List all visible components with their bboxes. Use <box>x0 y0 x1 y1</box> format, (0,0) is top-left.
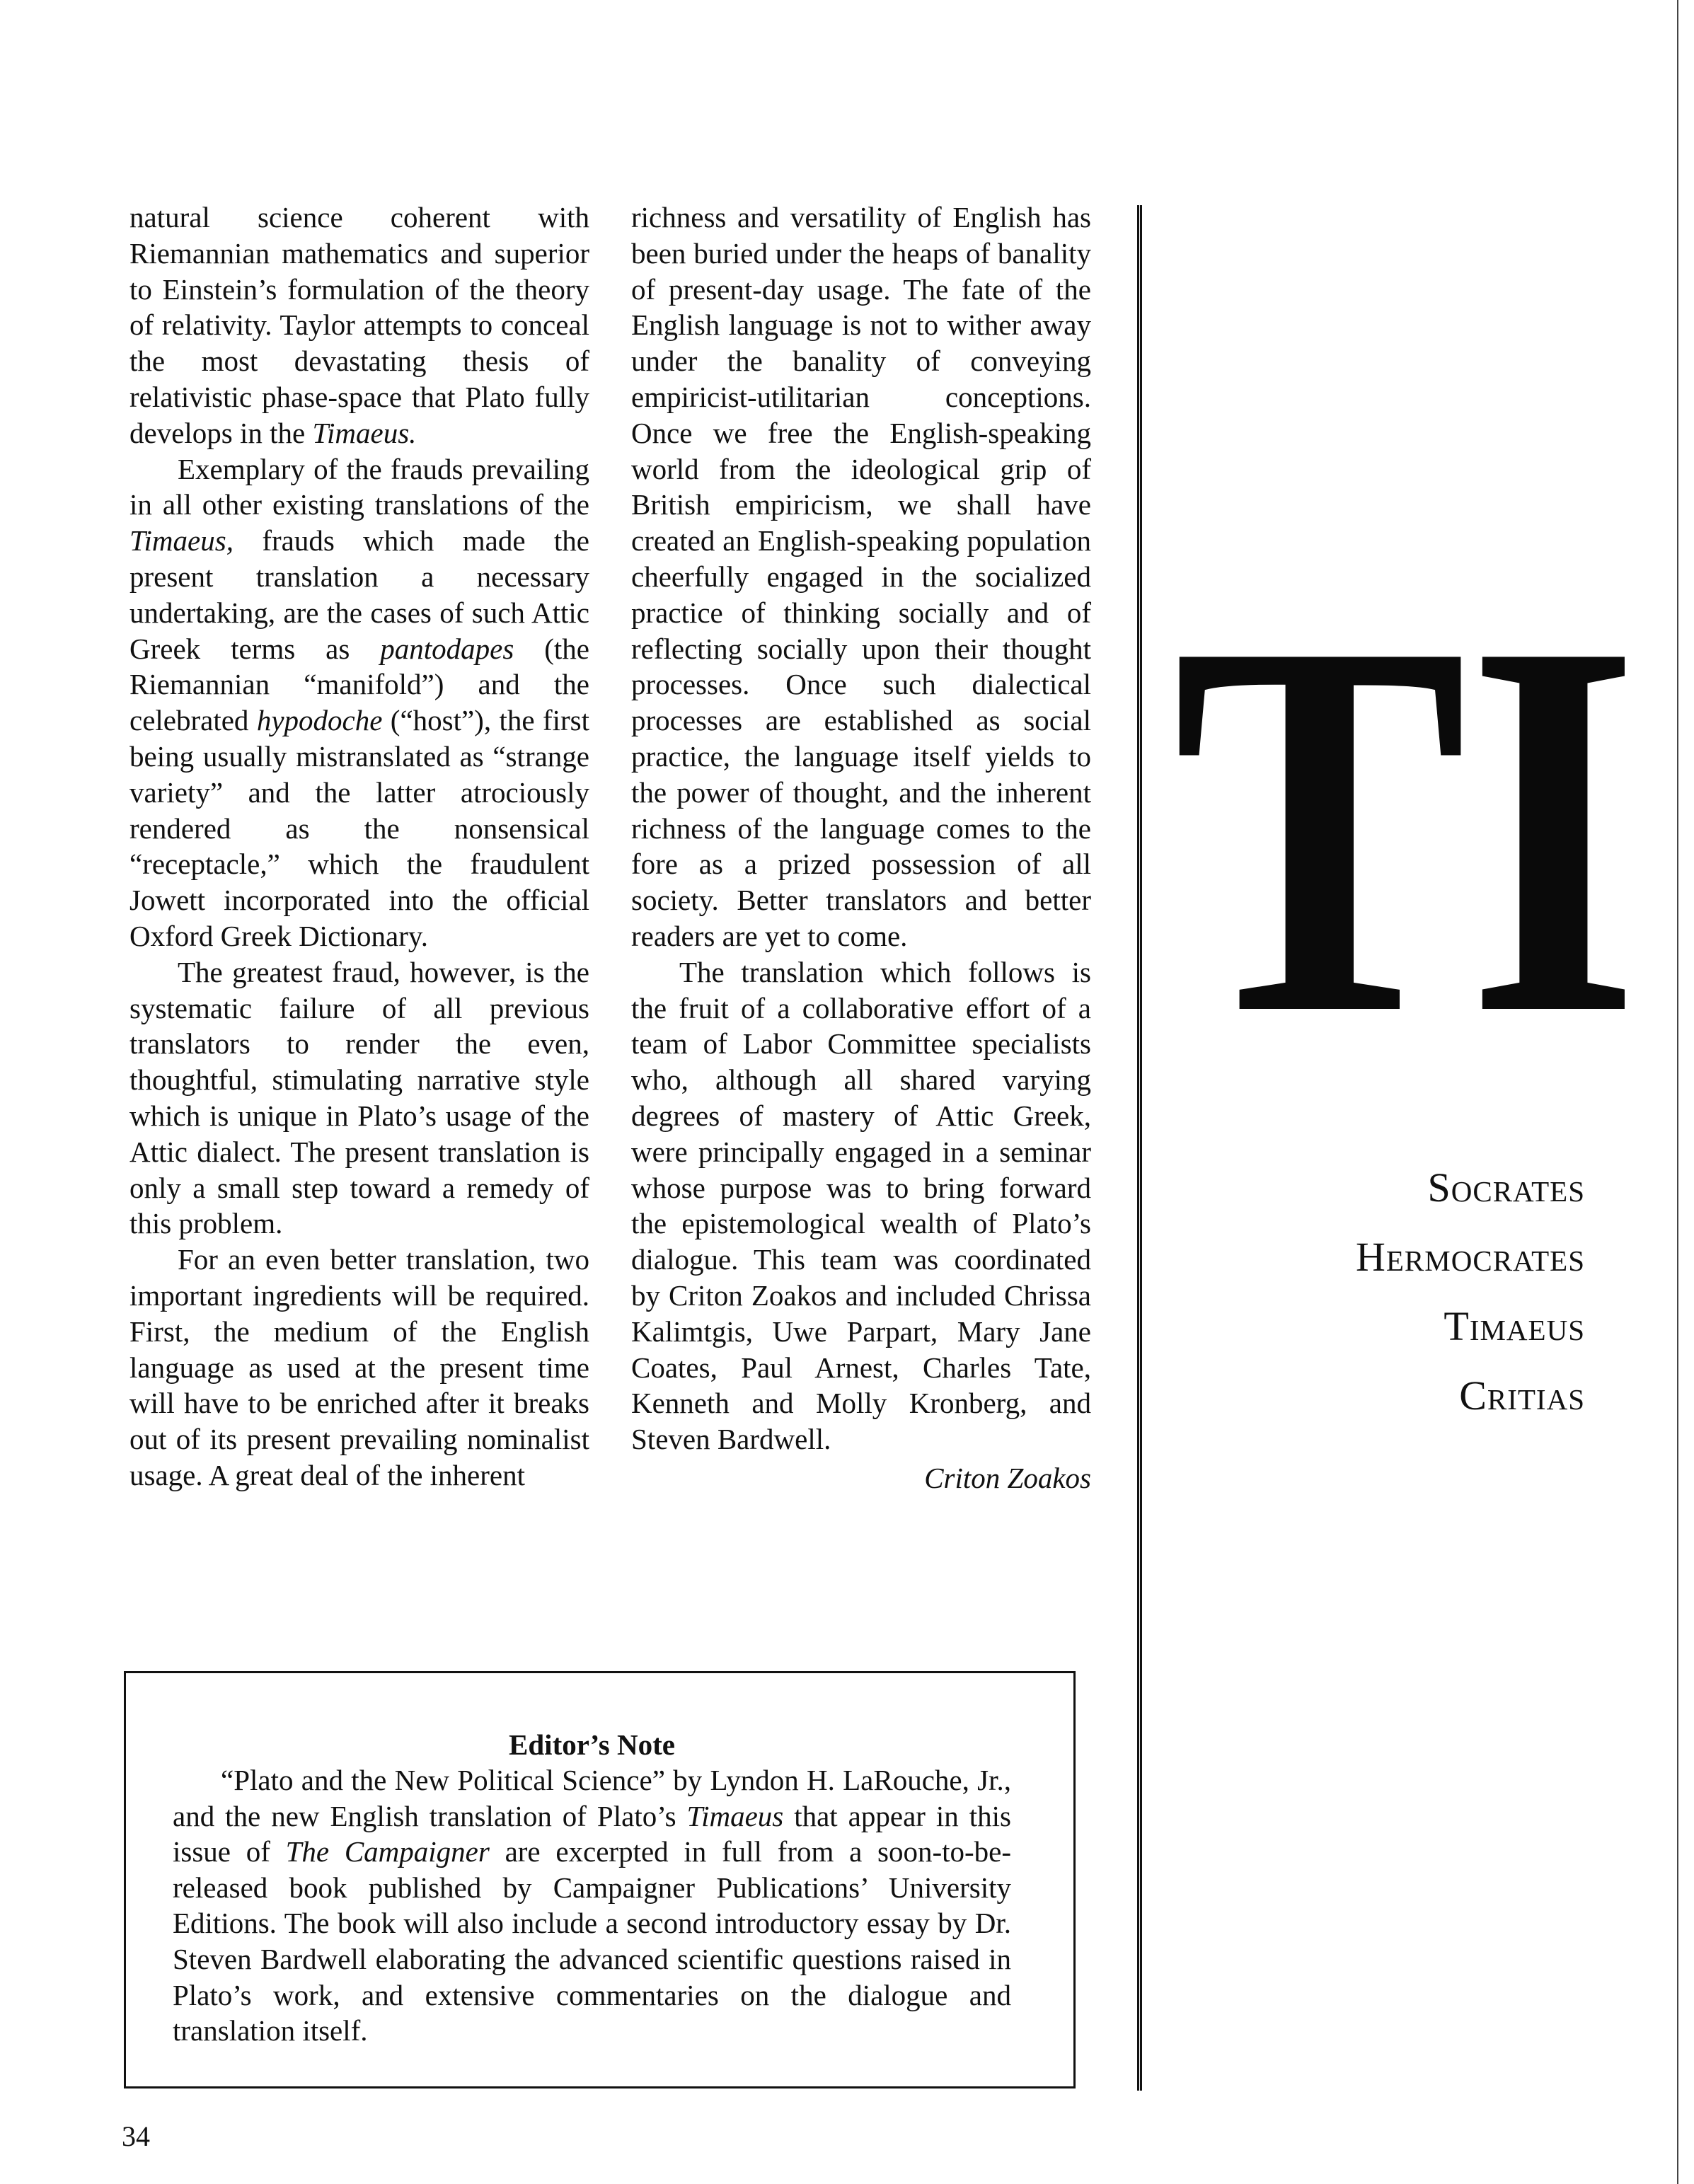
speaker-hermocrates: Hermocrates <box>1356 1234 1585 1280</box>
italic-term: The Campaigner <box>285 1835 490 1868</box>
speaker-list <box>1189 1153 1585 1431</box>
speaker-critias: Critias <box>1459 1373 1585 1419</box>
page-edge-line <box>1677 0 1678 2184</box>
editors-note-body: “Plato and the New Political Science” by Lyndon H. LaRouche, Jr., and the new English translation of Plato’s Timaeus that appear in this issue of The Campaigner are excerpted in full from a soon-to-be-released book published by Campaigner Publications’ University Editions. The book will also include a second introductory essay by Dr. Steven Bardwell elaborating the advanced scientific questions raised in Plato’s work, and extensive commentaries on the dialogue and translation itself. <box>173 1764 1012 2047</box>
title-initials <box>1169 531 1643 1126</box>
speaker-socrates: Socrates <box>1427 1165 1585 1211</box>
paragraph: For an even better translation, two important ingredients will be required. First, the medium of the English language as used at the present time will have to be enriched after it breaks out of its present prevailing nominalist usage. A great deal of the inherent <box>129 1243 589 1491</box>
paragraph: The translation which follows is the fruit of a collaborative effort of a team of Labor Committee specialists who, although all shared varying degrees of mastery of Attic Greek, were principally engaged in a seminar whose purpose was to bring forward the epistemological wealth of Plato’s dialogue. This team was coordinated by Criton Zoakos and included Chrissa Kalimtgis, Uwe Parpart, Mary Jane Coates, Paul Arnest, Charles Tate, Kenneth and Molly Kronberg, and Steven Bardwell. <box>631 955 1091 1456</box>
speaker-timaeus: Timaeus <box>1444 1303 1585 1349</box>
text-column-left <box>129 200 589 1493</box>
editors-note-title: Editor’s Note <box>509 1728 675 1761</box>
page-number: 34 <box>122 2120 150 2152</box>
editors-note-box <box>124 1671 1076 2088</box>
paragraph: richness and versatility of English has been buried under the heaps of banality of present-day usage. The fate of the English language is not to wither away under the banality of conveying empiricist-utilitarian conceptions. Once we free the English-speaking world from the ideological grip of British empiricism, we shall have created an English-speaking population cheerfully engaged in the socialized practice of thinking socially and of reflecting socially upon their thought processes. Once such dialectical processes are established as social practice, the language itself yields to the power of thought, and the inherent richness of the language comes to the fore as a prized possession of all society. Better translators and better readers are yet to come. <box>631 201 1091 952</box>
title-initials-text: TI <box>1172 531 1640 1126</box>
italic-term: hypodoche <box>256 704 383 737</box>
paragraph: The greatest fraud, however, is the systematic failure of all previous translators to render the even, thoughtful, stimulating narrative style which is unique in Plato’s usage of the Attic dialect. The present translation is only a small step toward a remedy of this problem. <box>129 955 589 1240</box>
italic-term: Timaeus, <box>129 524 234 557</box>
double-vertical-rule <box>1137 205 1142 2091</box>
text-column-middle <box>631 200 1091 1496</box>
italic-term: Timaeus. <box>312 416 417 449</box>
paragraph: Exemplary of the frauds prevailing in all other existing translations of the Timaeus, frauds which made the present translation a necessary undertaking, are the cases of such Attic Greek terms as pantodapes (the Riemannian “manifold”) and the celebrated hypodoche (“host”), the first being usually mistranslated as “strange variety” and the latter atrociously rendered as the nonsensical “receptacle,” which the fraudulent Jowett incorporated into the official Oxford Greek Dictionary. <box>129 452 589 952</box>
paragraph: natural science coherent with Riemannian mathematics and superior to Einstein’s formulation of the theory of relativity. Taylor attempts to conceal the most devastating thesis of relativistic phase-space that Plato fully develops in the Timaeus. <box>129 201 589 449</box>
italic-term: pantodapes <box>380 632 514 665</box>
signature: Criton Zoakos <box>924 1461 1091 1494</box>
italic-term: Timaeus <box>686 1799 784 1832</box>
